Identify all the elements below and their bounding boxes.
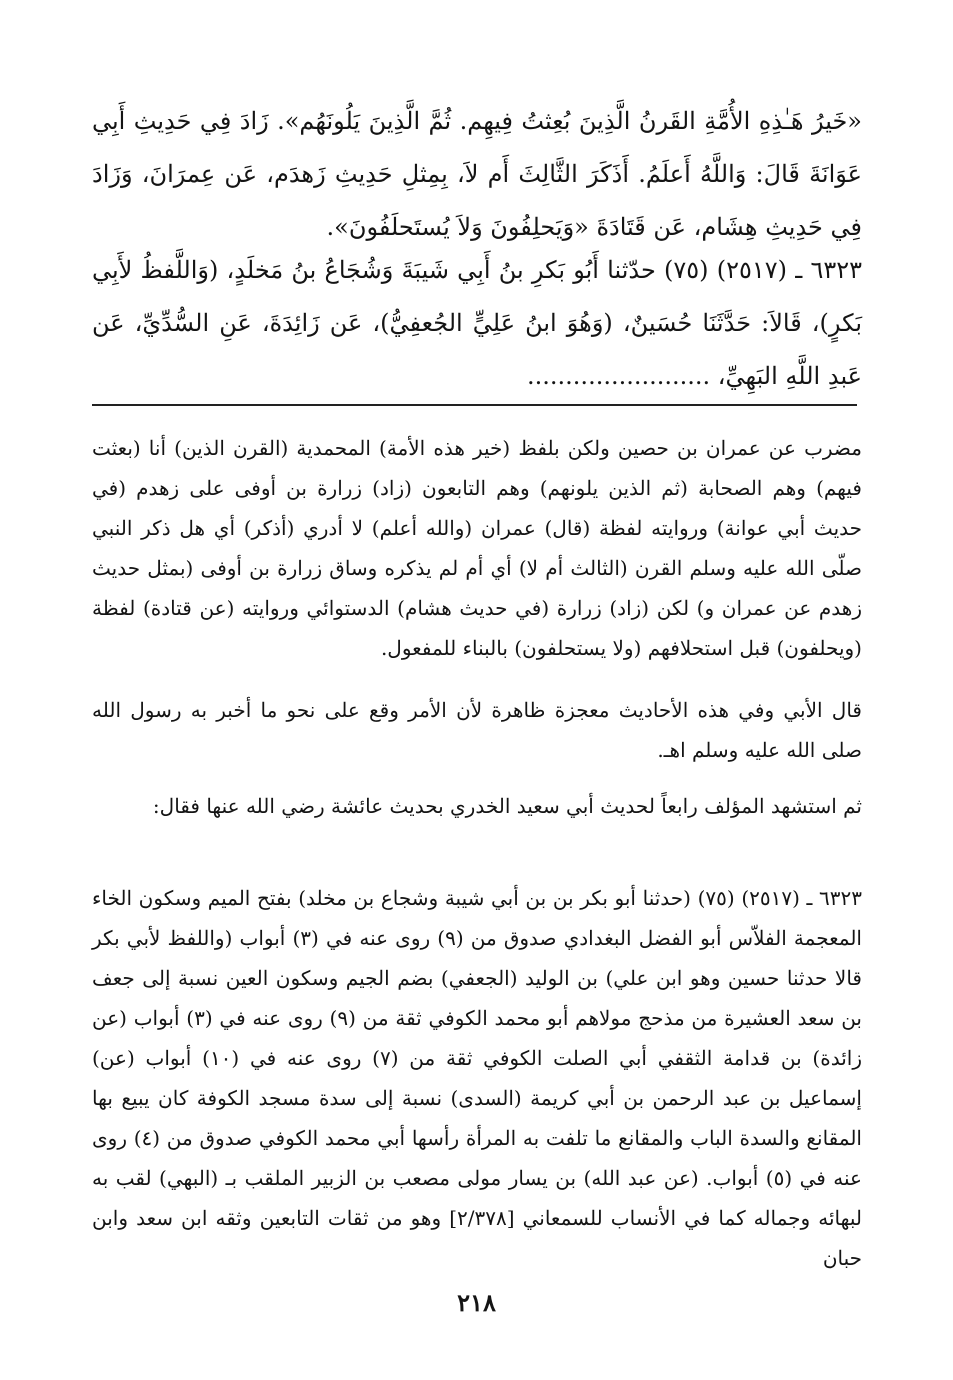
commentary-paragraph-2: قال الأبي وفي هذه الأحاديث معجزة ظاهرة لأن الأمر وقع على نحو ما أخبر به رسول الله صلى الله عليه وسلم اهـ. bbox=[92, 698, 862, 762]
footnote-divider bbox=[92, 404, 857, 406]
page-number: ٢١٨ bbox=[457, 1288, 496, 1317]
commentary-paragraph-1: مضرب عن عمران بن حصين ولكن بلفظ (خير هذه الأمة) المحمدية (القرن الذين) أنا (بعثت فيهم) وهم الصحابة (ثم الذين يلونهم) وهم التابعون (زاد) زرارة بن أوفى على زهدم (في حديث أبي عوانة) وروايته لفظة (قال) عمران (والله أعلم) لا أدري (أذكر) أي هل ذكر النبي صلّى الله عليه وسلم القرن (الثالث أم لا) أي أم لم يذكره وساق زرارة بن أوفى (بمثل حديث زهدم عن عمران و) لكن (زاد) زرارة (في حديث هشام) الدستوائي وروايته (عن قتادة) لفظة (ويحلفون) قبل استحلافهم (ولا يستحلفون) بالبناء للمفعول. bbox=[92, 436, 862, 660]
commentary-paragraph-4: ٦٣٢٣ ـ (٢٥١٧) (٧٥) (حدثنا أبو بكر بن بن أبي شيبة وشجاع بن مخلد) بفتح الميم وسكون الخاء المعجمة الفلاّس أبو الفضل البغدادي صدوق من (٩) روى عنه في (٣) أبواب (واللفظ لأبي بكر قالا حدثنا حسين وهو ابن علي) بن الوليد (الجعفي) بضم الجيم وسكون العين نسبة إلى جعف بن سعد العشيرة من مذحج مولاهم أبو محمد الكوفي ثقة من (٩) روى عنه في (٣) أبواب (عن زائدة) بن قدامة الثقفي أبي الصلت الكوفي ثقة من (٧) روى عنه في (١٠) أبواب (عن) إسماعيل بن عبد الرحمن بن أبي كريمة (السدى) نسبة إلى سدة مسجد الكوفة كان يبيع بها المقانع والسدة الباب والمقانع ما تلفت به المرأة رأسها أبي محمد الكوفي صدوق من (٤) روى عنه في (٥) أبواب. (عن عبد الله) بن يسار مولى مصعب بن الزبير الملقب بـ (البهي) لقب به لبهائه وجماله كما في الأنساب للسمعاني [٢/٣٧٨] وهو من ثقات التابعين وثقه ابن سعد وابن حبان bbox=[92, 886, 862, 1270]
hadith-paragraph-2: ٦٣٢٣ ـ (٢٥١٧) (٧٥) حدّثنا أَبُو بَكرِ بنُ أَبِي شَيبَةَ وَشُجَاعُ بنُ مَخلَدٍ، (وَاللَّفظُ لأَبِي بَكرٍ)، قَالاَ: حَدَّثَنَا حُسَينٌ، (وَهُوَ ابنُ عَلِيٍّ الجُعفِيُّ)، عَن زَائِدَةَ، عَنِ السُّدِّيِّ، عَن عَبدِ اللَّهِ البَهِيِّ، ........................ bbox=[92, 256, 862, 390]
commentary-paragraph-3: ثم استشهد المؤلف رابعاً لحديث أبي سعيد الخدري بحديث عائشة رضي الله عنها فقال: bbox=[152, 794, 862, 818]
hadith-paragraph-1: «خَيرُ هَـٰذِهِ الأُمَّةِ القَرنُ الَّذِينَ بُعِثتُ فِيهِم. ثُمَّ الَّذِينَ يَلُونَهُم». زَادَ فِي حَدِيثِ أَبِي عَوَانَةَ قَالَ: وَاللَّهُ أَعلَمُ. أَذَكَرَ الثَّالِثَ أَم لاَ، بِمِثلِ حَدِيثِ زَهدَم، عَن عِمرَانَ، وَزَادَ فِي حَدِيثِ هِشَام، عَن قَتَادَةَ «وَيَحلِفُونَ وَلاَ يُستَحلَفُونَ». bbox=[92, 107, 862, 241]
